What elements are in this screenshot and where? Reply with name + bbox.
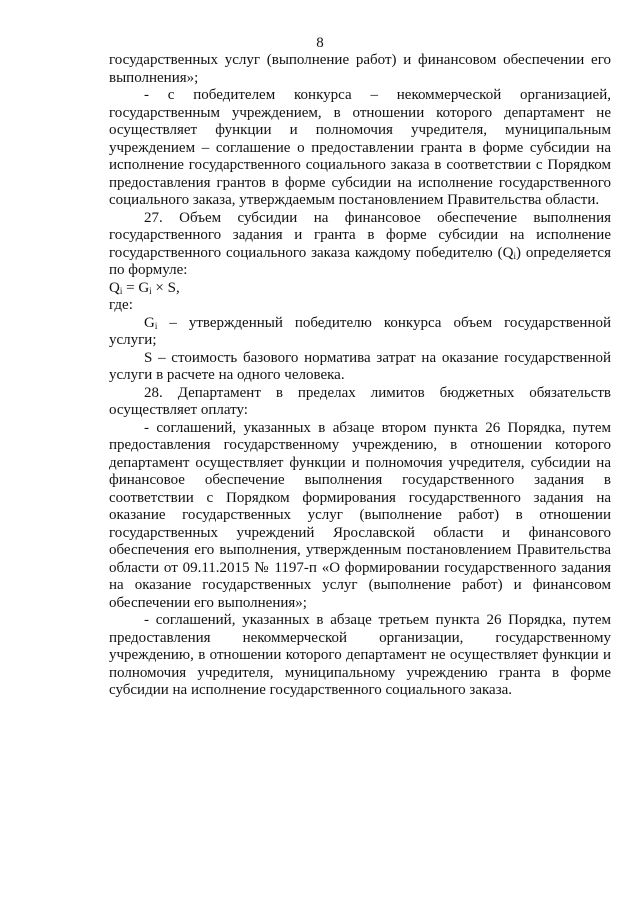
- page-number: 8: [316, 35, 324, 51]
- paragraph-27-subscript: i: [513, 250, 516, 261]
- formula: [109, 280, 611, 298]
- definition-gi-subscript: i: [154, 320, 158, 331]
- paragraph-agreements-third: - соглашений, указанных в абзаце третьем пункта 26 Порядка, путем предоставления некоммерческой организации, государственному учреждению, в отношении которого департамент не осуществляет функции и полномочия учредителя, муниципальному учреждению гранта в форме субсидии на исполнение государственного социального заказа.: [109, 612, 611, 698]
- formula-end: × S,: [151, 279, 180, 296]
- paragraph-27: [109, 210, 611, 280]
- definition-gi-var: G: [144, 314, 155, 331]
- formula-middle: = G: [122, 279, 150, 296]
- paragraph-winner-nko: - с победителем конкурса – некоммерческой организацией, государственным учреждением, в отношении которого департамент не осуществляет функции и полномочия учредителя, муниципальным учреждением – соглашение о предоставлении гранта в форме субсидии на исполнение государственного социального заказа в соответствии с Порядком предоставления грантов в форме субсидии на исполнение государственного социального заказа, утверждаемым постановлением Правительства области.: [109, 87, 611, 208]
- paragraph-27-main: 27. Объем субсидии на финансовое обеспечение выполнения государственного задания и гранта в форме субсидии на исполнение государственного социального заказа каждому победителю (Q: [109, 209, 611, 261]
- paragraph-27-end: ) определяется по формуле:: [109, 244, 611, 278]
- definition-gi-text: – утвержденный победителю конкурса объем государственной услуги;: [109, 314, 611, 348]
- document-body: [109, 52, 611, 700]
- formula-q: Q: [109, 279, 120, 296]
- definition-gi: [109, 315, 611, 350]
- formula-q-subscript: i: [119, 285, 123, 296]
- where-label: где:: [109, 297, 133, 313]
- paragraph-agreements-second: - соглашений, указанных в абзаце втором пункта 26 Порядка, путем предоставления государственному учреждению, в отношении которого департамент осуществляет функции и полномочия учредителя, субсидии на финансовое обеспечение выполнения государственного задания в соответствии с Порядком формирования государственного задания на оказание государственных услуг (выполнение работ) в отношении государственных учреждений Ярославской области и финансового обеспечения его выполнения, утвержденным постановлением Правительства области от 09.11.2015 № 1197-п «О формировании государственного задания на оказание государственных услуг (выполнение работ) и финансовом обеспечении его выполнения»;: [109, 419, 611, 611]
- formula-g-subscript: i: [149, 285, 152, 296]
- paragraph-continuation: государственных услуг (выполнение работ) и финансовом обеспечении его выполнения»;: [109, 52, 611, 86]
- paragraph-28: 28. Департамент в пределах лимитов бюджетных обязательств осуществляет оплату:: [109, 384, 611, 418]
- definition-s: S – стоимость базового норматива затрат на оказание государственной услуги в расчете на одного человека.: [109, 349, 611, 383]
